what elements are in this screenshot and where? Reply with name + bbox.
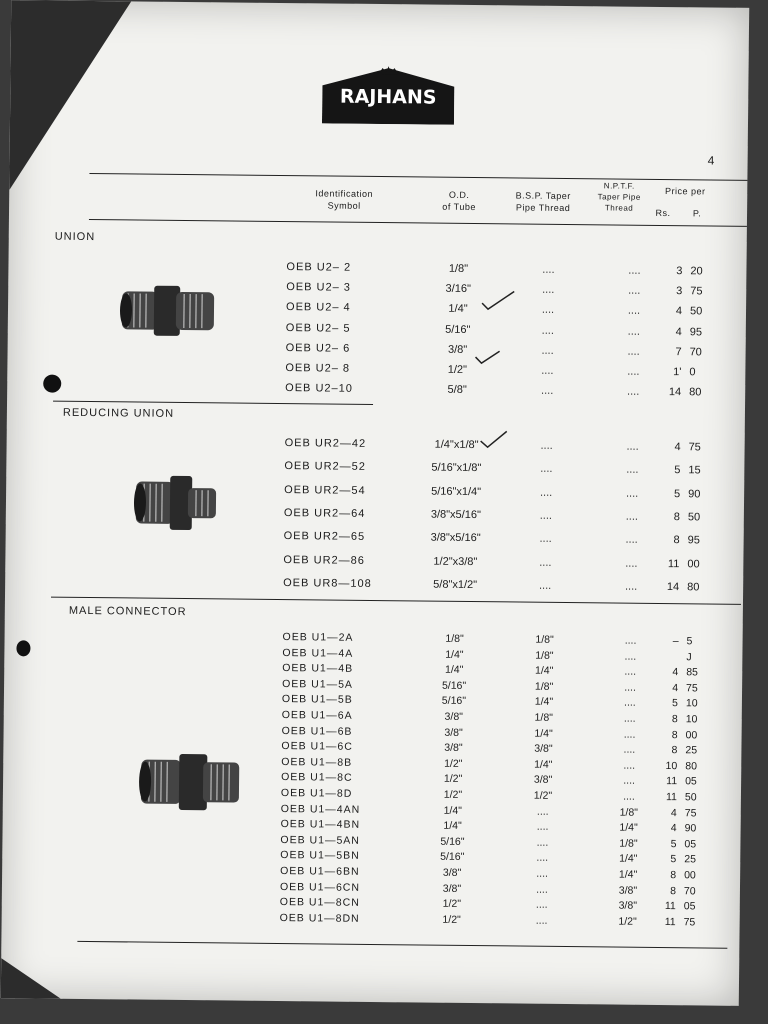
cell-p: 05 bbox=[684, 838, 697, 851]
cell-symbol: OEB U2– 4 bbox=[285, 301, 351, 315]
cell-p: 95 bbox=[689, 325, 703, 339]
cell-od: 5/16"x1/8" bbox=[431, 461, 482, 475]
cell-nptf: 3/8" bbox=[618, 884, 638, 897]
cell-nptf: .... bbox=[626, 463, 639, 477]
cell-nptf: .... bbox=[624, 697, 636, 710]
cell-rs: 8 bbox=[673, 511, 680, 524]
cell-rs: 5 bbox=[673, 487, 681, 500]
hole-punch bbox=[43, 375, 61, 393]
catalog-page bbox=[1, 0, 749, 1006]
cell-bsp: 1/4" bbox=[534, 758, 553, 771]
cell-p: 80 bbox=[689, 386, 702, 399]
cell-od: 3/8" bbox=[444, 741, 463, 755]
cell-p: 20 bbox=[690, 265, 703, 278]
cell-od: 3/8"x5/16" bbox=[430, 508, 481, 521]
cell-bsp: .... bbox=[536, 820, 549, 834]
cell-symbol: OEB U2– 6 bbox=[285, 341, 351, 355]
cell-symbol: OEB U1—8C bbox=[281, 771, 353, 785]
cell-rs: 8 bbox=[671, 744, 678, 757]
cell-bsp: 3/8" bbox=[533, 774, 553, 787]
hole-punch bbox=[16, 640, 30, 656]
cell-rs: 11 bbox=[664, 915, 676, 928]
cell-nptf: .... bbox=[625, 557, 638, 570]
cell-bsp: .... bbox=[541, 344, 554, 357]
cell-bsp: .... bbox=[536, 852, 549, 865]
cell-symbol: OEB U1—6CN bbox=[279, 880, 361, 894]
section-title-union: UNION bbox=[54, 230, 96, 244]
cell-p: 90 bbox=[688, 487, 701, 501]
bottom-corner bbox=[1, 958, 61, 999]
cell-rs: 8 bbox=[670, 869, 677, 882]
cell-bsp: .... bbox=[538, 579, 552, 592]
cell-nptf: 1/4" bbox=[619, 821, 638, 834]
cell-bsp: 1/8" bbox=[535, 649, 554, 662]
cell-rs: 8 bbox=[671, 713, 678, 726]
col-header-rs: Rs. bbox=[655, 207, 671, 219]
cell-od: 1/2" bbox=[447, 363, 468, 376]
cell-symbol: OEB UR2—42 bbox=[284, 437, 367, 450]
cell-p: 75 bbox=[690, 285, 703, 298]
cell-rs: 5 bbox=[670, 837, 677, 850]
cell-nptf: .... bbox=[628, 284, 641, 297]
cell-bsp: 1/2" bbox=[533, 789, 553, 802]
cell-symbol: OEB UR2—86 bbox=[283, 553, 365, 567]
cell-p: 75 bbox=[683, 916, 696, 929]
cell-p: 25 bbox=[685, 744, 698, 757]
cell-p: 0 bbox=[689, 366, 696, 379]
table-row bbox=[6, 504, 744, 530]
reducing-union-fitting-image bbox=[132, 471, 223, 534]
cell-rs: 3 bbox=[676, 285, 683, 298]
cell-rs: 5 bbox=[672, 697, 678, 710]
cell-rs: – bbox=[672, 635, 679, 648]
cell-p: 80 bbox=[687, 581, 700, 594]
cell-od: 1/4" bbox=[443, 804, 463, 817]
cell-bsp: .... bbox=[535, 898, 548, 912]
cell-p: 05 bbox=[683, 900, 696, 913]
check-mark-icon bbox=[478, 289, 518, 313]
cell-nptf: .... bbox=[625, 487, 639, 500]
cell-od: 5/8"x1/2" bbox=[433, 578, 478, 591]
header-top-rule bbox=[89, 173, 749, 181]
table-row bbox=[6, 481, 744, 507]
col-header-symbol: Identification Symbol bbox=[315, 188, 374, 211]
cell-bsp: .... bbox=[540, 439, 553, 452]
cell-od: 1/8" bbox=[448, 262, 469, 275]
cell-od: 3/16" bbox=[445, 282, 471, 296]
cell-od: 1/4" bbox=[445, 648, 464, 661]
table-row bbox=[5, 551, 743, 577]
cell-nptf: 1/2" bbox=[618, 915, 637, 928]
cell-rs: 3 bbox=[676, 265, 683, 278]
cell-od: 1/2" bbox=[444, 757, 463, 770]
cell-p: 90 bbox=[684, 822, 697, 835]
cell-symbol: OEB UR2—54 bbox=[284, 483, 366, 497]
cell-p: 00 bbox=[687, 557, 700, 570]
cell-symbol: OEB U2– 5 bbox=[285, 321, 351, 335]
cell-nptf: .... bbox=[624, 580, 638, 593]
cell-bsp: .... bbox=[536, 883, 548, 896]
cell-nptf: .... bbox=[623, 712, 636, 725]
folded-corner bbox=[9, 0, 131, 191]
cell-p: 70 bbox=[689, 346, 702, 359]
male-connector-fitting-image bbox=[137, 750, 244, 815]
cell-od: 5/16"x1/4" bbox=[431, 485, 482, 498]
cell-rs: 5 bbox=[670, 853, 677, 866]
section-title-male-connector: MALE CONNECTOR bbox=[68, 604, 187, 619]
cell-nptf: .... bbox=[625, 510, 639, 523]
cell-od: 3/8" bbox=[447, 343, 468, 356]
cell-nptf: 1/8" bbox=[619, 806, 638, 819]
page-number: 4 bbox=[707, 153, 715, 168]
cell-od: 5/16" bbox=[440, 835, 465, 848]
table-row bbox=[7, 434, 745, 460]
cell-symbol: OEB U1—4B bbox=[282, 662, 354, 675]
cell-rs: 10 bbox=[665, 759, 678, 772]
cell-rs: 4 bbox=[675, 305, 683, 318]
cell-bsp: .... bbox=[539, 556, 552, 569]
cell-p: 10 bbox=[685, 713, 698, 726]
cell-symbol: OEB U1—8D bbox=[280, 787, 353, 800]
cell-rs: 11 bbox=[667, 557, 680, 570]
cell-nptf: .... bbox=[624, 681, 636, 694]
cell-p: 10 bbox=[685, 697, 698, 710]
cell-nptf: .... bbox=[627, 365, 640, 378]
cell-p: 00 bbox=[685, 728, 698, 741]
cell-nptf: .... bbox=[627, 305, 641, 318]
section-title-reducing-union: REDUCING UNION bbox=[62, 406, 175, 420]
cell-bsp: .... bbox=[542, 263, 555, 276]
cell-rs: 4 bbox=[670, 806, 677, 819]
cell-rs: 4 bbox=[674, 441, 681, 454]
cell-od: 3/8" bbox=[444, 710, 463, 723]
cell-symbol: OEB U2– 8 bbox=[285, 362, 351, 375]
cell-nptf: 1/4" bbox=[619, 852, 638, 866]
cell-od: 3/8" bbox=[442, 882, 462, 895]
cell-nptf: 1/4" bbox=[618, 868, 638, 881]
cell-nptf: .... bbox=[627, 325, 640, 338]
cell-symbol: OEB UR2—64 bbox=[283, 506, 366, 520]
cell-rs: 8 bbox=[670, 884, 677, 897]
cell-bsp: .... bbox=[540, 384, 554, 398]
cell-nptf: .... bbox=[626, 440, 639, 453]
union-fitting-image bbox=[118, 277, 219, 344]
cell-nptf: 3/8" bbox=[618, 899, 638, 912]
cell-bsp: .... bbox=[539, 486, 553, 499]
cell-p: 80 bbox=[685, 760, 698, 773]
cell-od: 1/2" bbox=[443, 788, 463, 801]
cell-nptf: .... bbox=[627, 345, 640, 358]
cell-symbol: OEB U1—6BN bbox=[280, 865, 360, 878]
check-mark-icon bbox=[473, 347, 503, 367]
cell-symbol: OEB U1—2A bbox=[282, 631, 354, 644]
cell-bsp: .... bbox=[541, 324, 554, 337]
cell-od: 1/4" bbox=[445, 663, 464, 677]
cell-nptf: .... bbox=[623, 775, 635, 788]
cell-p: 05 bbox=[685, 775, 697, 788]
cell-bsp: .... bbox=[536, 867, 549, 880]
cell-bsp: .... bbox=[539, 509, 553, 522]
cell-od: 5/16" bbox=[440, 851, 465, 864]
cell-symbol: OEB U1—6C bbox=[281, 740, 353, 753]
cell-bsp: .... bbox=[542, 283, 555, 297]
cell-rs: 5 bbox=[674, 464, 681, 477]
cell-rs: 4 bbox=[672, 666, 679, 679]
cell-symbol: OEB U1—5BN bbox=[280, 849, 360, 863]
cell-bsp: .... bbox=[536, 805, 549, 818]
cell-od: 1/2"x3/8" bbox=[433, 555, 478, 568]
cell-od: 3/8" bbox=[442, 866, 462, 879]
table-row bbox=[6, 457, 744, 483]
cell-rs: 11 bbox=[664, 900, 676, 913]
header-bottom-rule bbox=[89, 219, 749, 227]
cell-p: 5 bbox=[686, 635, 693, 648]
cell-od: 1/2" bbox=[442, 897, 462, 911]
cell-p: 50 bbox=[689, 305, 703, 318]
cell-symbol: OEB UR2—52 bbox=[284, 460, 366, 474]
cell-od: 3/8"x5/16" bbox=[430, 531, 481, 545]
cell-rs: 14 bbox=[668, 386, 682, 399]
cell-nptf: .... bbox=[626, 385, 640, 398]
col-header-od: O.D. of Tube bbox=[442, 189, 476, 213]
cell-rs: 1' bbox=[673, 366, 682, 379]
cell-nptf: .... bbox=[624, 634, 637, 647]
cell-od: 5/16" bbox=[441, 679, 467, 692]
cell-p: 25 bbox=[684, 853, 697, 866]
cell-symbol: OEB U1—4A bbox=[282, 646, 354, 660]
cell-nptf: .... bbox=[625, 533, 638, 546]
cell-od: 1/4" bbox=[443, 819, 462, 833]
cell-symbol: OEB U1—4BN bbox=[280, 818, 361, 832]
cell-bsp: .... bbox=[540, 463, 553, 476]
bottom-rule bbox=[77, 941, 727, 949]
cell-od: 5/8" bbox=[447, 383, 467, 397]
cell-rs: 8 bbox=[673, 534, 680, 547]
cell-od: 5/16" bbox=[441, 695, 467, 708]
cell-p: 95 bbox=[687, 534, 700, 547]
cell-rs: 4 bbox=[675, 325, 682, 338]
cell-symbol: OEB UR2—65 bbox=[283, 530, 366, 544]
cell-symbol: OEB U1—8DN bbox=[279, 911, 360, 925]
cell-od: 1/2" bbox=[443, 773, 463, 786]
col-header-p: P. bbox=[692, 208, 702, 219]
cell-p: 50 bbox=[684, 791, 697, 804]
cell-nptf: .... bbox=[624, 665, 637, 678]
cell-nptf: 1/8" bbox=[619, 837, 638, 850]
cell-symbol: OEB U1—4AN bbox=[280, 802, 361, 816]
cell-symbol: OEB U2–10 bbox=[285, 382, 353, 395]
cell-od: 1/8" bbox=[445, 632, 464, 645]
col-header-nptf: N.P.T.F. Taper Pipe Thread bbox=[597, 181, 641, 213]
col-header-bsp: B.S.P. Taper Pipe Thread bbox=[515, 190, 571, 214]
cell-od: 1/2" bbox=[442, 913, 461, 926]
cell-bsp: .... bbox=[541, 364, 554, 377]
cell-p: 75 bbox=[686, 682, 698, 695]
cell-rs: 11 bbox=[665, 791, 677, 804]
cell-p: 85 bbox=[686, 666, 698, 679]
cell-bsp: .... bbox=[541, 304, 555, 317]
cell-rs: 11 bbox=[666, 775, 678, 788]
cell-bsp: 1/4" bbox=[534, 696, 554, 709]
brand-logo bbox=[322, 65, 455, 124]
union-rule bbox=[53, 401, 373, 405]
cell-bsp: 1/8" bbox=[535, 633, 554, 646]
cell-symbol: OEB U1—5AN bbox=[280, 833, 360, 847]
cell-symbol: OEB U1—6B bbox=[281, 724, 353, 738]
table-row bbox=[6, 527, 744, 553]
cell-p: 00 bbox=[684, 869, 696, 882]
cell-nptf: .... bbox=[623, 728, 636, 741]
cell-p: J bbox=[686, 650, 692, 663]
cell-symbol: OEB U1—8B bbox=[281, 755, 353, 769]
cell-symbol: OEB U1—8CN bbox=[279, 896, 360, 910]
cell-bsp: 1/4" bbox=[535, 664, 554, 678]
cell-bsp: 1/4" bbox=[534, 727, 553, 740]
cell-p: 15 bbox=[688, 464, 701, 477]
cell-rs: 8 bbox=[671, 728, 678, 741]
check-mark-icon bbox=[479, 429, 509, 451]
cell-p: 50 bbox=[687, 511, 701, 524]
cell-bsp: 1/8" bbox=[534, 711, 553, 724]
cell-p: 75 bbox=[688, 441, 701, 454]
cell-rs: 14 bbox=[666, 580, 680, 593]
cell-od: 1/4" bbox=[448, 303, 468, 316]
cell-nptf: .... bbox=[623, 743, 636, 756]
cell-symbol: OEB U2– 2 bbox=[286, 261, 352, 274]
cell-bsp: 3/8" bbox=[534, 742, 553, 756]
cell-nptf: .... bbox=[628, 264, 641, 277]
cell-nptf: .... bbox=[624, 650, 637, 663]
cell-symbol: OEB U1—5A bbox=[282, 677, 354, 691]
cell-od: 3/8" bbox=[444, 726, 463, 739]
col-header-price: Price per bbox=[664, 186, 706, 197]
cell-bsp: .... bbox=[535, 914, 548, 927]
cell-rs: 7 bbox=[675, 345, 682, 358]
cell-symbol: OEB U1—6A bbox=[281, 709, 353, 722]
cell-symbol: OEB UR8—108 bbox=[283, 576, 372, 590]
cell-rs: 4 bbox=[672, 681, 679, 694]
cell-od: 1/4"x1/8" bbox=[434, 438, 479, 452]
cell-symbol: OEB U1—5B bbox=[281, 693, 353, 707]
cell-bsp: 1/8" bbox=[534, 680, 554, 693]
cell-bsp: .... bbox=[539, 532, 552, 546]
cell-nptf: .... bbox=[623, 790, 635, 803]
cell-od: 5/16" bbox=[445, 323, 471, 336]
brand-name: RAJHANS bbox=[339, 85, 437, 109]
cell-p: 70 bbox=[683, 884, 696, 897]
cell-symbol: OEB U2– 3 bbox=[286, 281, 351, 294]
cell-nptf: .... bbox=[623, 759, 636, 772]
cell-rs: 4 bbox=[670, 822, 677, 835]
cell-bsp: .... bbox=[536, 836, 549, 849]
table-row bbox=[5, 574, 743, 600]
cell-p: 75 bbox=[684, 806, 697, 819]
